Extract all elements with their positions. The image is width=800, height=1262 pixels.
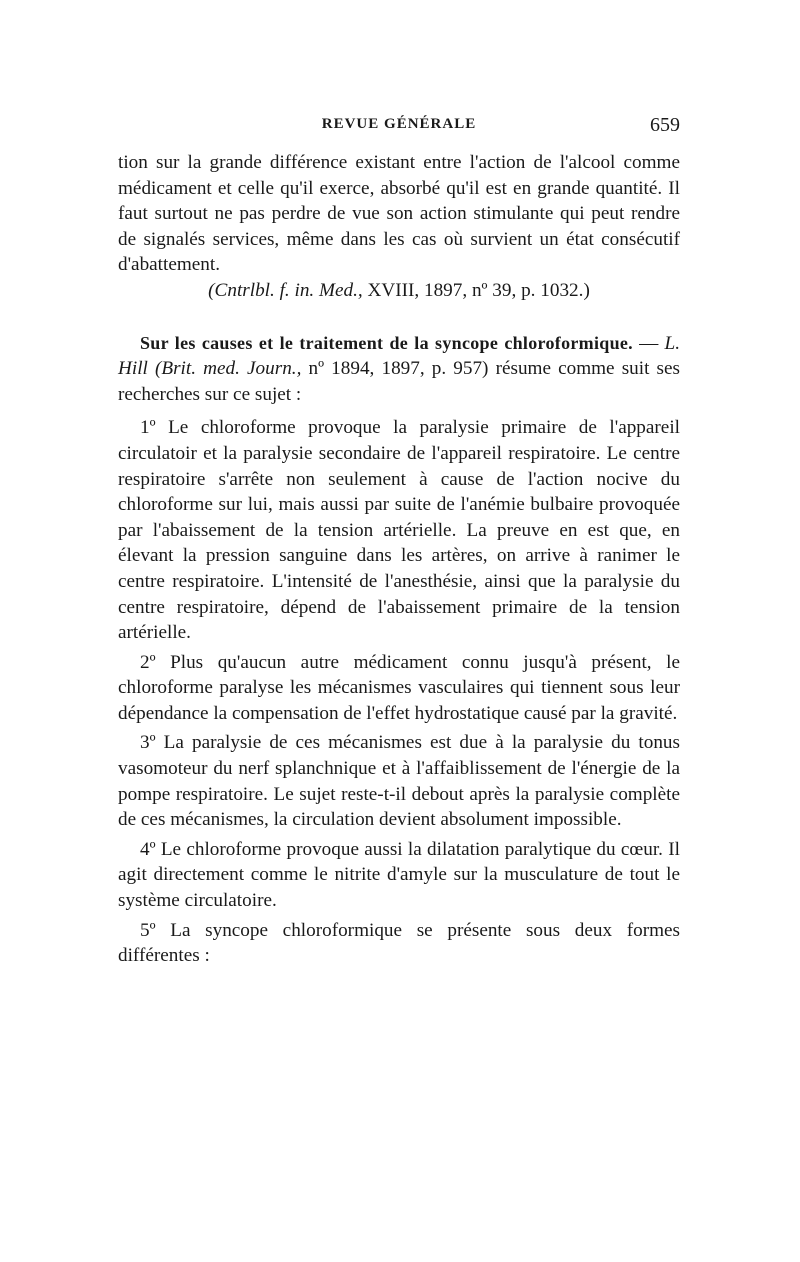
point-1 <box>118 415 680 645</box>
article-title: Sur les causes et le traitement de la syncope chloroformique. <box>140 332 633 353</box>
point-5 <box>118 918 680 969</box>
article-author: L. Hill <box>118 332 680 380</box>
point-number: 1º <box>140 417 156 439</box>
point-text: La paralysie de ces mécanismes est due à la paralysie du tonus vasomoteur du nerf splanchnique et à l'affaiblissement de l'énergie de la pompe respiratoire. Le sujet reste-t-il debout après la paralysie complète de ces mécanismes, la circulation devient absolument impossible. <box>118 732 680 831</box>
article-source: (Brit. med. Journ., <box>154 358 302 380</box>
running-head: REVUE GÉNÉRALE <box>321 116 477 132</box>
article-source-rest: nº 1894, 1897, p. 957) <box>301 358 489 380</box>
article-dash: — <box>632 332 665 354</box>
point-2 <box>118 650 680 727</box>
point-text: Le chloroforme provoque aussi la dilatation paralytique du cœur. Il agit directement comme le nitrite d'amyle sur la musculature de tout le système circulatoire. <box>118 838 680 912</box>
page-number: 659 <box>650 114 680 136</box>
citation-journal: (Cntrlbl. f. in. Med., <box>208 279 363 301</box>
point-text: La syncope chloroformique se présente sous deux formes différentes : <box>118 919 680 967</box>
point-number: 4º <box>140 838 156 860</box>
page-header <box>118 116 680 140</box>
citation-details: XVIII, 1897, nº 39, p. 1032.) <box>362 279 590 301</box>
section-gap <box>118 304 680 331</box>
point-4 <box>118 837 680 914</box>
point-number: 5º <box>140 919 156 941</box>
intro-paragraph: tion sur la grande différence existant entre l'action de l'alcool comme médicament et celle qu'il exerce, absorbé qu'il est en grande quantité. Il faut surtout ne pas perdre de vue son action stimulante qui peut rendre de signalés services, même dans les cas où survient un état consécutif d'abattement. <box>118 152 680 276</box>
article-heading <box>118 331 680 408</box>
list-gap <box>118 407 680 415</box>
body-text <box>118 150 680 973</box>
point-number: 3º <box>140 732 156 754</box>
article-lead: résume comme suit ses recherches sur ce sujet : <box>118 358 680 405</box>
citation <box>118 278 680 304</box>
point-3 <box>118 730 680 832</box>
point-text: Le chloroforme provoque la paralysie primaire de l'appareil circulatoir et la paralysie secondaire de l'appareil respiratoire. Le centre respiratoire s'arrête non seulement à cause de l'action nocive du chloroforme sur lui, mais aussi par suite de l'anémie bulbaire provoquée par l'abaissement de la tension artérielle. La preuve en est que, en élevant la pression sanguine dans les artères, on arrive à ranimer le centre respiratoire. L'intensité de l'anesthésie, ainsi que la paralysie du centre respiratoire, dépend de l'abaissement primaire de la tension artérielle. <box>118 417 680 644</box>
point-text: Plus qu'aucun autre médicament connu jusqu'à présent, le chloroforme paralyse les mécanismes vasculaires qui tiennent sous leur dépendance la compensation de l'effet hydrostatique causé par la gravité. <box>118 651 680 724</box>
point-number: 2º <box>140 651 156 673</box>
